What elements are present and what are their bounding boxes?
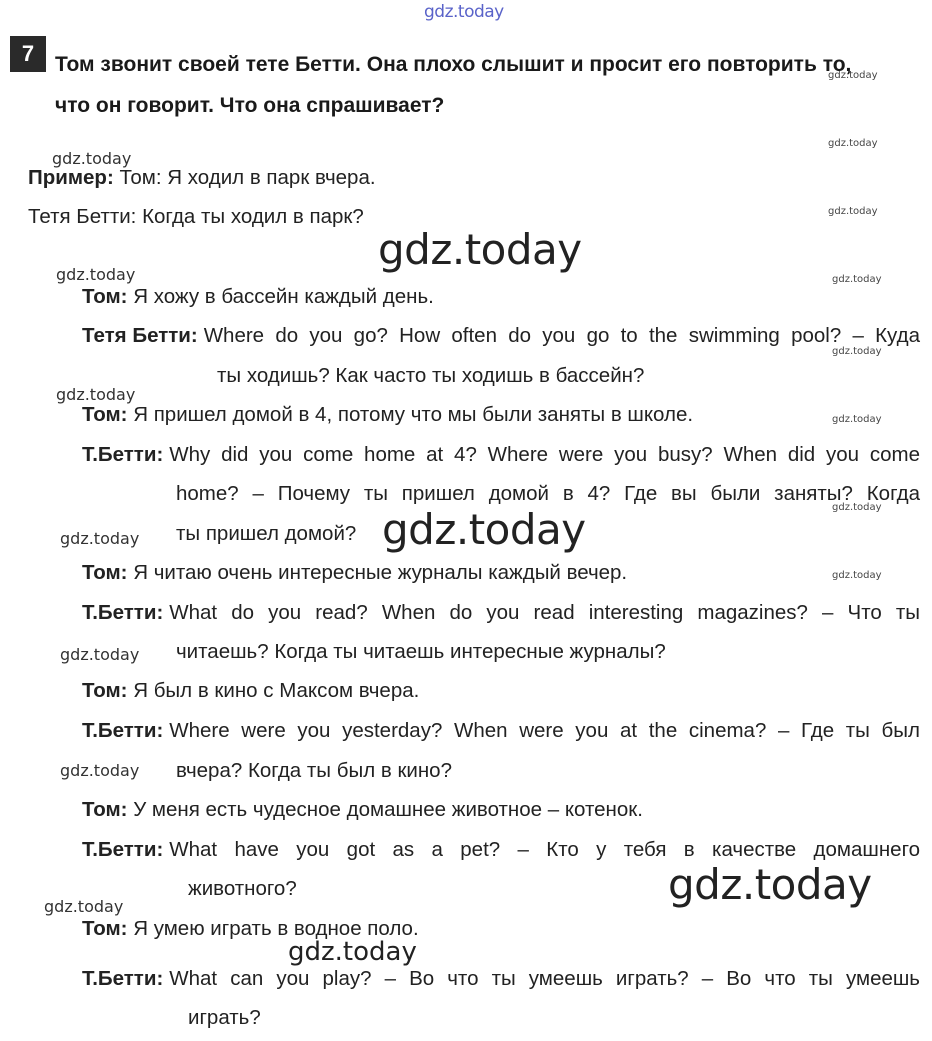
watermark: gdz.today — [60, 761, 140, 780]
example-tom-text: Том: Я ходил в парк вчера. — [119, 166, 376, 189]
example-label: Пример: — [28, 166, 114, 189]
betty-question — [82, 838, 920, 862]
watermark: gdz.today — [828, 206, 878, 217]
watermark: gdz.today — [828, 138, 878, 149]
exercise-task — [55, 44, 925, 126]
speaker-label: Том: — [82, 561, 128, 584]
betty-question — [82, 443, 920, 467]
watermark: gdz.today — [828, 70, 878, 81]
betty-question — [82, 324, 920, 348]
betty-question — [82, 719, 920, 743]
tom-text: Я был в кино с Максом вчера. — [133, 679, 420, 702]
watermark-large: gdz.today — [382, 505, 586, 554]
tom-statement — [82, 679, 419, 703]
watermark: gdz.today — [832, 570, 882, 581]
speaker-label: Том: — [82, 679, 128, 702]
betty-question — [82, 967, 920, 991]
betty-text: животного? — [188, 877, 297, 900]
watermark: gdz.today — [52, 149, 132, 168]
betty-text: What can you play? – Во что ты умеешь играть? – Во что ты умеешь — [169, 967, 920, 990]
watermark: gdz.today — [832, 502, 882, 513]
betty-text: ты пришел домой? — [176, 522, 357, 545]
watermark-top: gdz.today — [424, 2, 504, 22]
example-tom — [28, 166, 376, 190]
betty-text: играть? — [188, 1006, 261, 1029]
watermark-medium: gdz.today — [288, 937, 417, 967]
betty-text: вчера? Когда ты был в кино? — [176, 759, 452, 782]
speaker-label: Том: — [82, 403, 128, 426]
watermark: gdz.today — [56, 265, 136, 284]
watermark-large: gdz.today — [668, 860, 872, 909]
watermark: gdz.today — [832, 346, 882, 357]
tom-text: Я хожу в бассейн каждый день. — [133, 285, 434, 308]
speaker-label: Том: — [82, 798, 128, 821]
betty-text: home? – Почему ты пришел домой в 4? Где вы были заняты? Когда — [176, 482, 920, 505]
speaker-label: Т.Бетти: — [82, 443, 164, 466]
tom-text: Я пришел домой в 4, потому что мы были заняты в школе. — [133, 403, 694, 426]
speaker-label: Том: — [82, 917, 128, 940]
speaker-label: Т.Бетти: — [82, 601, 164, 624]
example-betty: Тетя Бетти: Когда ты ходил в парк? — [28, 205, 364, 228]
watermark-large: gdz.today — [378, 225, 582, 274]
watermark: gdz.today — [832, 274, 882, 285]
tom-text: Я читаю очень интересные журналы каждый вечер. — [133, 561, 628, 584]
watermark: gdz.today — [832, 414, 882, 425]
watermark: gdz.today — [60, 645, 140, 664]
betty-text: Where were you yesterday? When were you at the cinema? – Где ты был — [169, 719, 920, 742]
tom-statement — [82, 285, 434, 309]
speaker-label: Том: — [82, 285, 128, 308]
betty-text: What do you read? When do you read interesting magazines? – Что ты — [169, 601, 920, 624]
task-line: что он говорит. Что она спрашивает? — [55, 94, 445, 117]
betty-text: ты ходишь? Как часто ты ходишь в бассейн? — [217, 364, 645, 387]
watermark: gdz.today — [44, 897, 124, 916]
speaker-label: Т.Бетти: — [82, 967, 164, 990]
speaker-label: Тетя Бетти: — [82, 324, 198, 347]
betty-text: Why did you come home at 4? Where were you busy? When did you come — [169, 443, 920, 466]
betty-text: What have you got as a pet? – Кто у тебя в качестве домашнего — [169, 838, 920, 861]
tom-statement — [82, 561, 627, 585]
betty-text: Where do you go? How often do you go to the swimming pool? – Куда — [203, 324, 920, 347]
tom-statement — [82, 917, 419, 941]
tom-text: У меня есть чудесное домашнее животное – котенок. — [133, 798, 643, 821]
watermark: gdz.today — [60, 529, 140, 548]
speaker-label: Т.Бетти: — [82, 838, 164, 861]
tom-text: Я умею играть в водное поло. — [133, 917, 419, 940]
speaker-label: Т.Бетти: — [82, 719, 164, 742]
betty-question — [82, 601, 920, 625]
exercise-number: 7 — [10, 36, 46, 72]
task-line: Том звонит своей тете Бетти. Она плохо слышит и просит его повторить то, — [55, 53, 852, 76]
tom-statement — [82, 403, 693, 427]
watermark: gdz.today — [56, 385, 136, 404]
betty-text: читаешь? Когда ты читаешь интересные журналы? — [176, 640, 666, 663]
tom-statement — [82, 798, 643, 822]
